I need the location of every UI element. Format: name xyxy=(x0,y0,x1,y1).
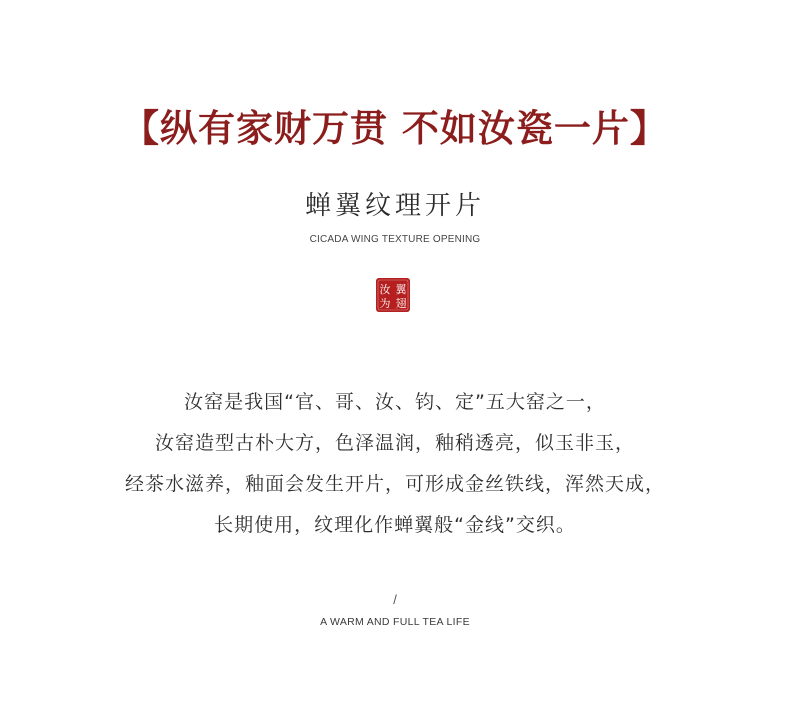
section-title: 蝉翼纹理开片 xyxy=(304,191,485,221)
description-line: 经茶水滋养，釉面会发生开片，可形成金丝铁线，浑然天成， xyxy=(124,473,665,495)
footer-tagline: A WARM AND FULL TEA LIFE xyxy=(320,616,470,628)
description-line: 汝窑是我国“官、哥、汝、钧、定”五大窑之一， xyxy=(184,391,606,413)
seal-char-4: 翅 xyxy=(395,297,407,310)
description-paragraph xyxy=(0,382,790,546)
seal-char-3: 翼 xyxy=(395,283,407,296)
description-line: 汝窑造型古朴大方，色泽温润，釉稍透亮，似玉非玉， xyxy=(154,432,635,454)
description-line: 长期使用，纹理化作蝉翼般“金线”交织。 xyxy=(214,514,576,536)
divider-slash: / xyxy=(393,592,397,607)
section-subtitle-english: CICADA WING TEXTURE OPENING xyxy=(309,234,481,245)
page-headline: 【纵有家财万贯 不如汝瓷一片】 xyxy=(122,106,668,150)
seal-char-1: 汝 xyxy=(379,283,391,296)
red-seal-stamp-icon xyxy=(375,277,411,313)
seal-char-2: 为 xyxy=(379,297,391,310)
